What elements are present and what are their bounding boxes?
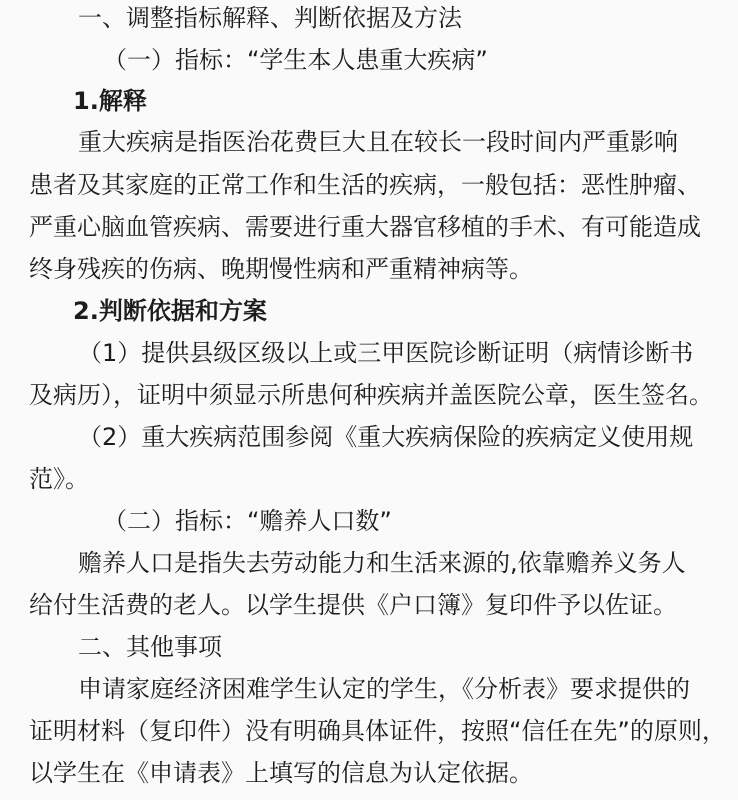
section-1-title: 一、调整指标解释、判断依据及方法 <box>78 4 462 32</box>
subsection-2-title: （二）指标：“赡养人口数” <box>103 507 392 535</box>
other-line: 证明材料（复印件）没有明确具体证件，按照“信任在先”的原则， <box>29 717 726 745</box>
explanation-line: 严重心脑血管疾病、需要进行重大器官移植的手术、有可能造成 <box>29 213 701 241</box>
support-line: 给付生活费的老人。以学生提供《户口簿》复印件予以佐证。 <box>29 591 677 619</box>
other-line: 申请家庭经济困难学生认定的学生，《分析表》要求提供的 <box>78 675 690 703</box>
section-2-title: 二、其他事项 <box>78 633 222 661</box>
explanation-line: 终身残疾的伤病、晚期慢性病和严重精神病等。 <box>29 255 533 283</box>
basis-item-2-line: （2）重大疾病范围参阅《重大疾病保险的疾病定义使用规 <box>78 423 694 451</box>
other-line: 以学生在《申请表》上填写的信息为认定依据。 <box>29 759 533 787</box>
explanation-line: 患者及其家庭的正常工作和生活的疾病，一般包括：恶性肿瘤、 <box>29 171 701 199</box>
explanation-line: 重大疾病是指医治花费巨大且在较长一段时间内严重影响 <box>78 128 678 156</box>
subsection-1-title: （一）指标：“学生本人患重大疾病” <box>103 46 488 74</box>
basis-item-1-line: 及病历），证明中须显示所患何种疾病并盖医院公章，医生签名。 <box>29 381 713 409</box>
support-line: 赡养人口是指失去劳动能力和生活来源的,依靠赡养义务人 <box>78 549 686 577</box>
basis-item-2-line: 范》。 <box>29 465 89 493</box>
heading-basis: 2.判断依据和方案 <box>73 297 267 325</box>
heading-explanation: 1.解释 <box>73 87 147 115</box>
basis-item-1-line: （1）提供县级区级以上或三甲医院诊断证明（病情诊断书 <box>78 339 694 367</box>
